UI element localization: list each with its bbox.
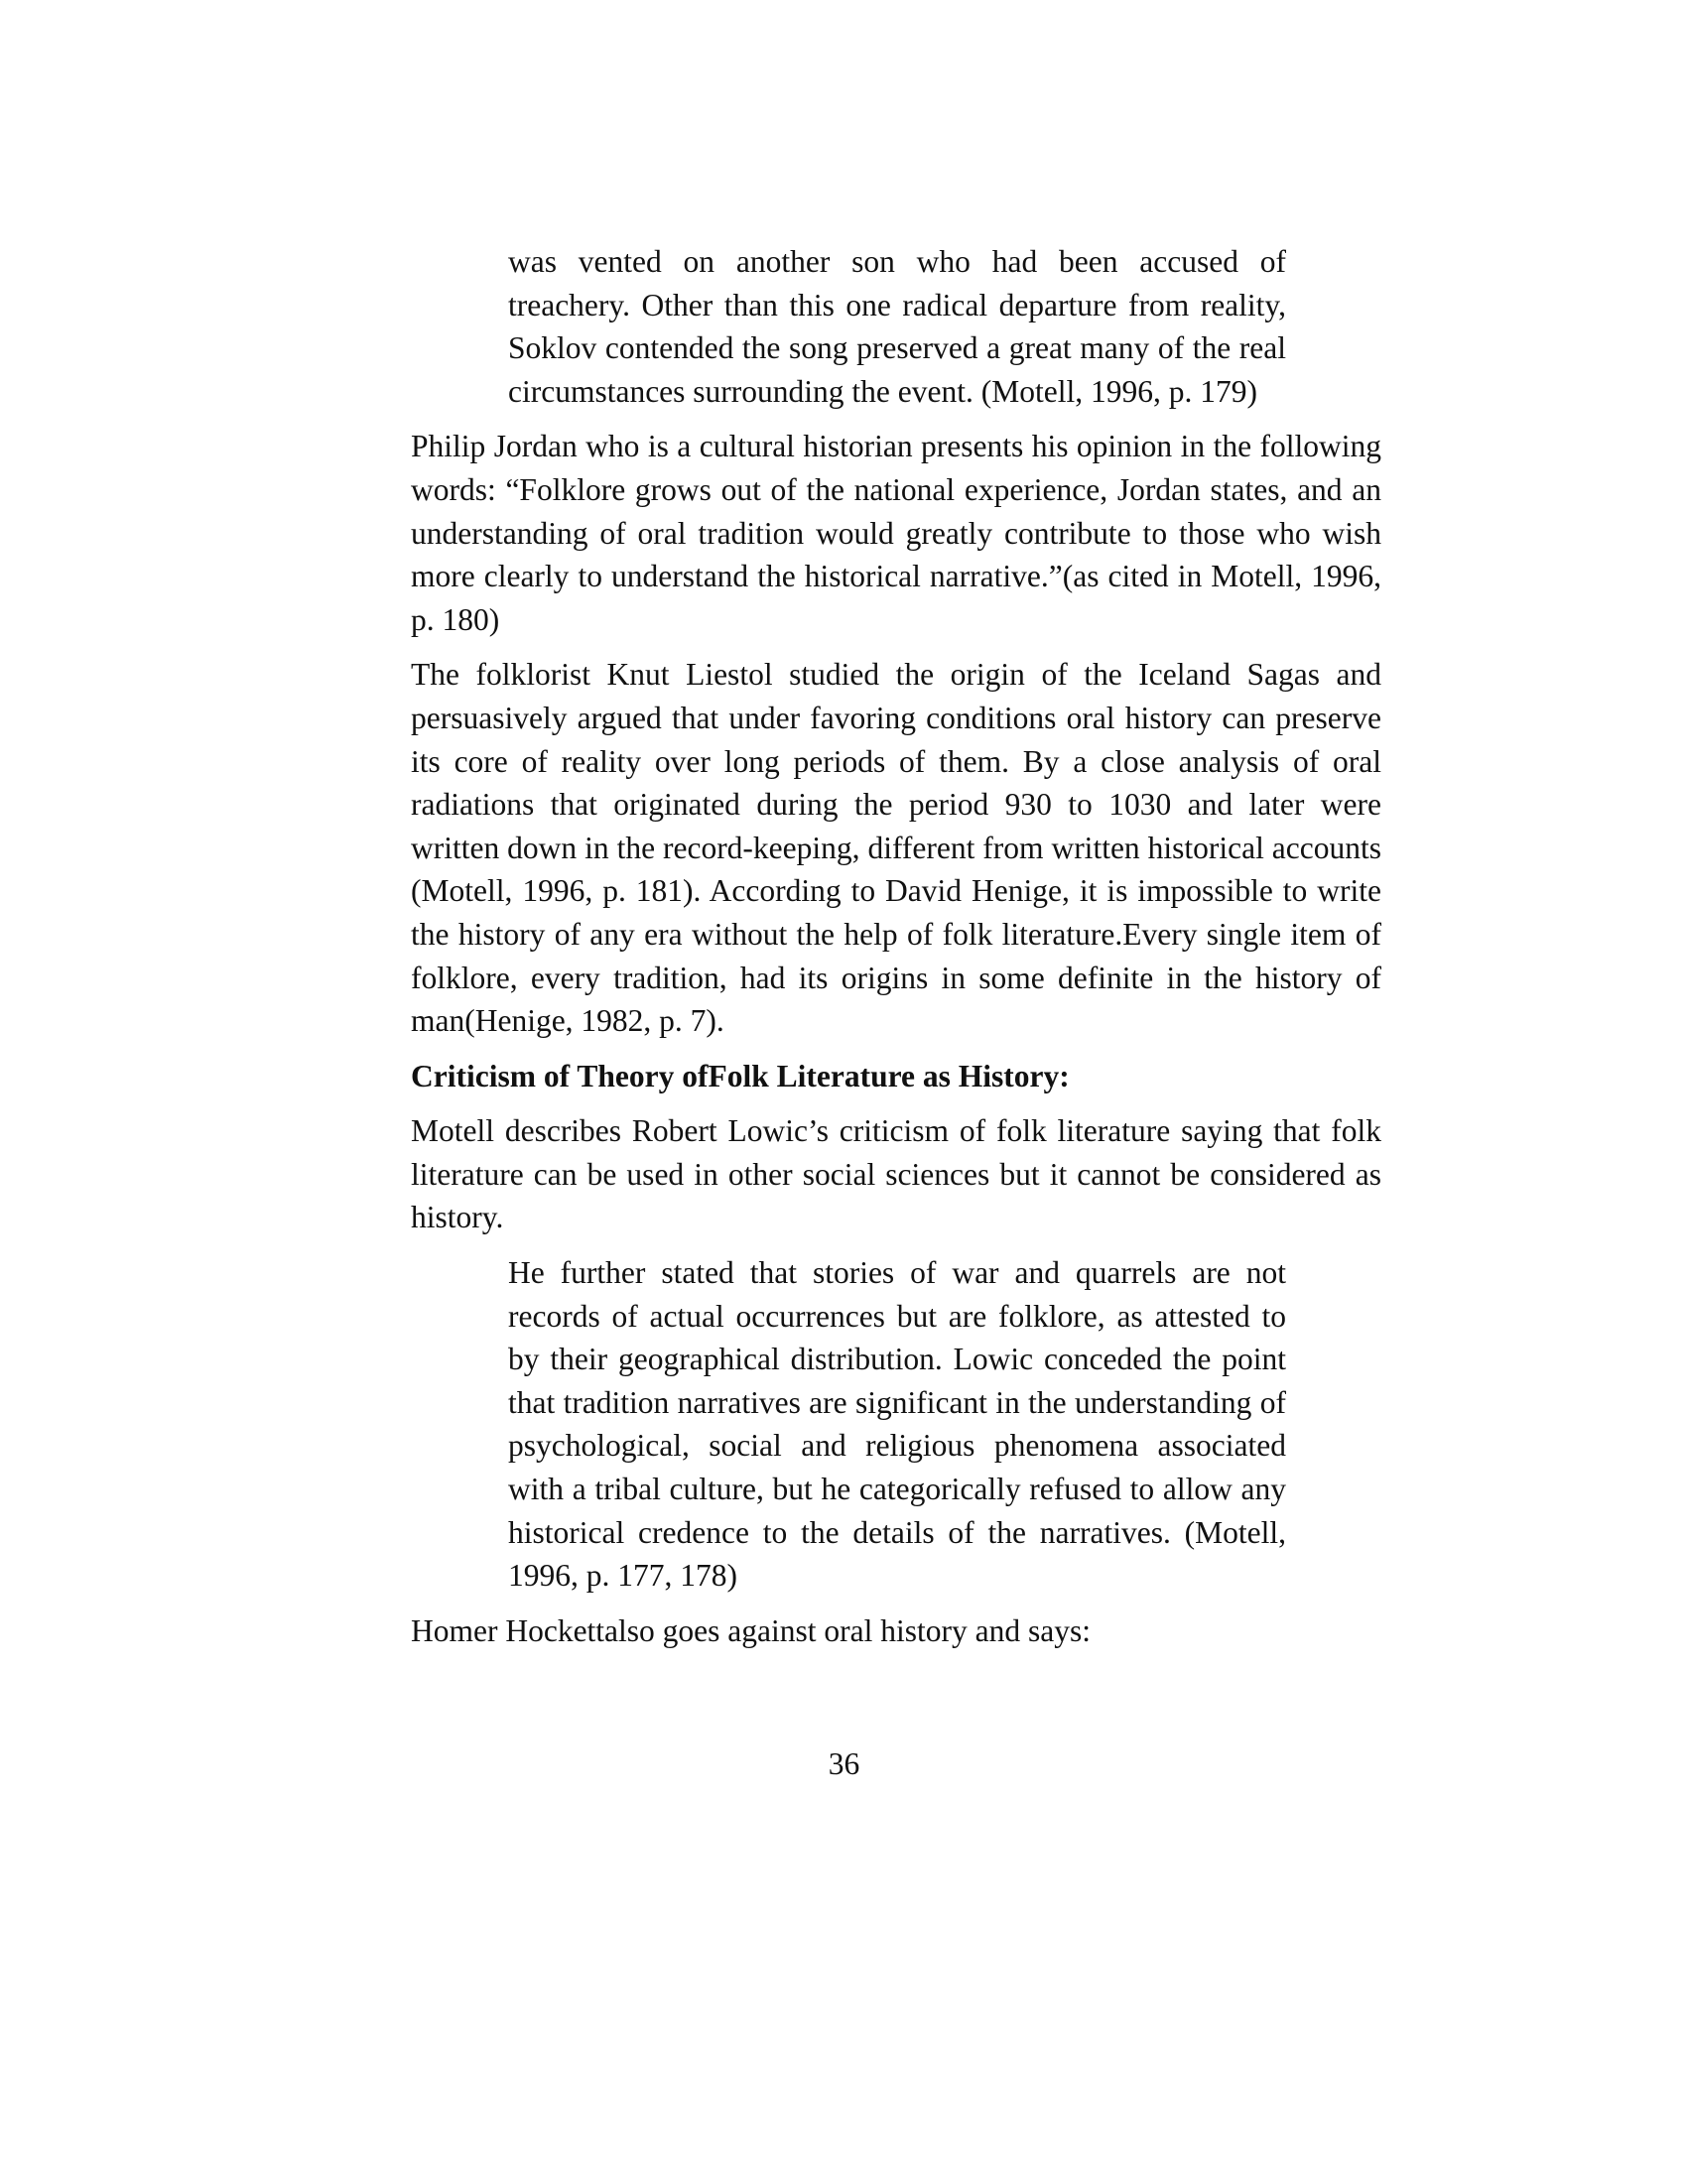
block-quote-lowic: He further stated that stories of war and quarrels are not records of actual occurrences but are folklore, as attested to by their geographical distribution. Lowic conceded the point that tradition narratives are significant in the understanding of psychological, social and religious phenomena associated with a tribal culture, but he categorically refused to allow any historical credence to the details of the narratives. (Motell, 1996, p. 177, 178) — [508, 1255, 1286, 1594]
paragraph-knut-liestol: The folklorist Knut Liestol studied the origin of the Iceland Sagas and persuasively argued that under favoring conditions oral history can preserve its core of reality over long periods of them. By a close analysis of oral radiations that originated during the period 930 to 1030 and later were written down in the record-keeping, different from written historical accounts (Motell, 1996, p. 181). According to David Henige, it is impossible to write the history of any era without the help of folk literature.Every single item of folklore, every tradition, had its origins in some definite in the history of man(Henige, 1982, p. 7). — [411, 657, 1381, 1039]
body-text — [411, 240, 1381, 1664]
paragraph-motell-lowic: Motell describes Robert Lowic’s criticism of folk literature saying that folk literature can be used in other social sciences but it cannot be considered as history. — [411, 1113, 1381, 1235]
section-heading: Criticism of Theory ofFolk Literature as History: — [411, 1058, 1070, 1093]
block-quote-soklov: was vented on another son who had been accused of treachery. Other than this one radical departure from reality, Soklov contended the song preserved a great many of the real circumstances surrounding the event. (Motell, 1996, p. 179) — [508, 244, 1286, 409]
paragraph-philip-jordan: Philip Jordan who is a cultural historian presents his opinion in the following words: “Folklore grows out of the national experience, Jordan states, and an understanding of oral tradition would greatly contribute to those who wish more clearly to understand the historical narrative.”(as cited in Motell, 1996, p. 180) — [411, 429, 1381, 637]
paragraph-homer-hockett: Homer Hockettalso goes against oral history and says: — [411, 1612, 1091, 1648]
page-number: 36 — [828, 1746, 860, 1781]
